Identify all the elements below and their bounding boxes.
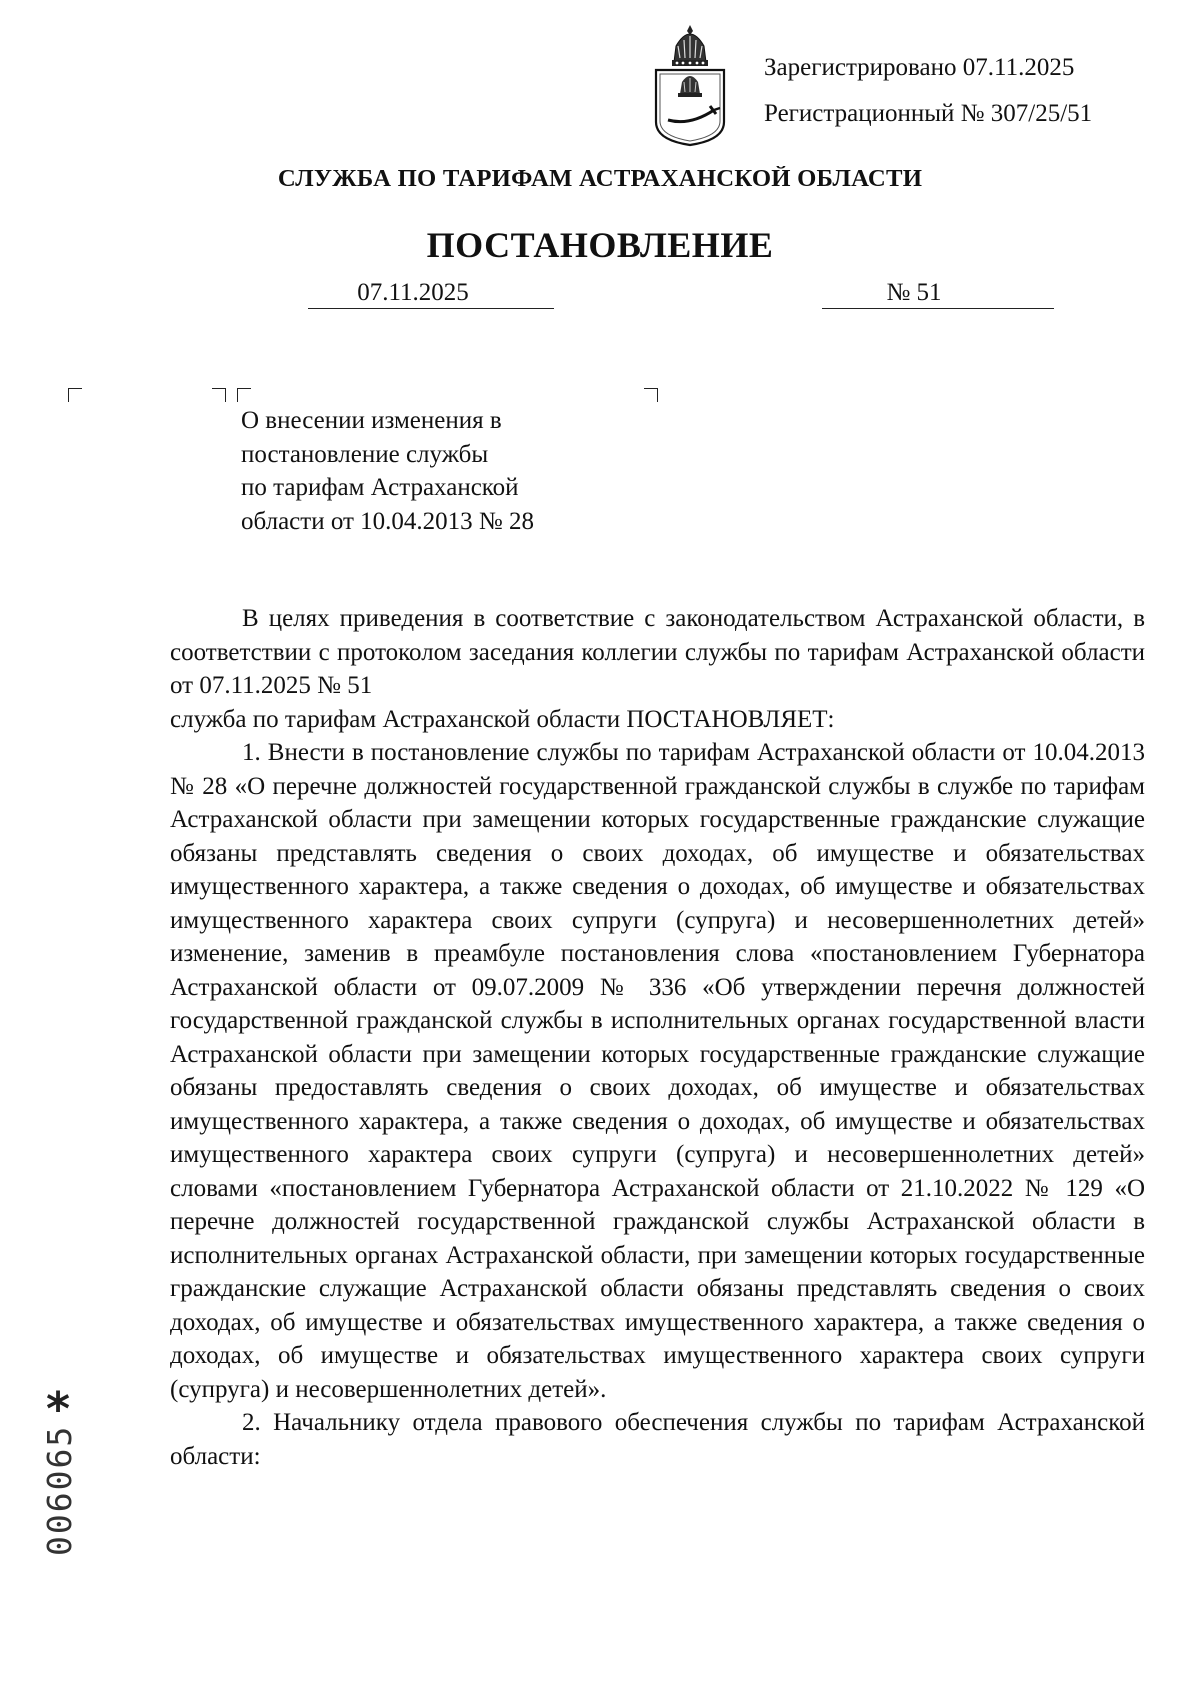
document-subject xyxy=(241,404,534,538)
registration-number: Регистрационный № 307/25/51 xyxy=(764,100,1093,127)
subject-line: О внесении изменения в xyxy=(241,407,502,434)
coat-of-arms-icon xyxy=(650,22,730,148)
subject-line: постановление службы xyxy=(241,440,489,468)
corner-mark-left xyxy=(68,388,82,402)
margin-serial-code: 006065 xyxy=(40,1424,79,1556)
subject-line: по тарифам Астраханской xyxy=(241,474,519,501)
subject-line: области от 10.04.2013 № 28 xyxy=(241,507,535,535)
corner-mark-inner-left xyxy=(237,388,251,402)
item-1-paragraph: 1. Внести в постановление службы по тарифам Астраханской области от 10.04.2013 № 28 «О перечне должностей государственной гражданской службы в службе по тарифам Астраханской области при замещении которых государственные гражданские служащие обязаны представлять сведения о своих доходах, об имуществе и обязательствах имущественного характера, а также сведения о доходах, об имуществе и обязательствах имущественного характера своих супруги (супруга) и несовершеннолетних детей» изменение, заменив в преамбуле постановления слова «постановлением Губернатора Астраханской области от 09.07.2009 № 336 «Об утверждении перечня должностей государственной гражданской службы в исполнительных органах государственной власти Астраханской области при замещении которых государственные гражданские служащие обязаны предоставлять сведения о своих доходах, об имуществе и обязательствах имущественного характера, а также сведения о доходах, об имуществе и обязательствах имущественного характера своих супруги (супруга) и несовершеннолетних детей» словами «постановлением Губернатора Астраханской области от 21.10.2022 № 129 «О перечне должностей государственной гражданской службы Астраханской области в исполнительных органах Астраханской области, при замещении которых государственные гражданские служащие Астраханской области обязаны представлять сведения о своих доходах, об имуществе и обязательствах имущественного характера, а также сведения о доходах, об имуществе и обязательствах имущественного характера своих супруги (супруга) и несовершеннолетних детей». xyxy=(170,739,1145,1403)
corner-mark-right xyxy=(644,388,658,402)
registration-stamp xyxy=(764,45,1092,137)
document-number: № 51 xyxy=(822,278,1054,309)
document-date: 07.11.2025 xyxy=(308,278,554,309)
margin-star: * xyxy=(46,1382,71,1436)
document-body xyxy=(170,602,1145,1473)
resolution-line: служба по тарифам Астраханской области ПОСТАНОВЛЯЕТ: xyxy=(170,705,835,733)
preamble-paragraph: В целях приведения в соответствие с законодательством Астраханской области, в соответствии с протоколом заседания коллегии службы по тарифам Астраханской области от 07.11.2025 № 51 xyxy=(170,605,1145,699)
item-2-paragraph: 2. Начальнику отдела правового обеспечения службы по тарифам Астраханской области: xyxy=(170,1409,1145,1470)
corner-mark-inner-right xyxy=(212,388,226,402)
issuing-authority: СЛУЖБА ПО ТАРИФАМ АСТРАХАНСКОЙ ОБЛАСТИ xyxy=(277,166,923,192)
registration-date: Зарегистрировано 07.11.2025 xyxy=(764,54,1075,81)
document-type-title: ПОСТАНОВЛЕНИЕ xyxy=(426,225,774,265)
